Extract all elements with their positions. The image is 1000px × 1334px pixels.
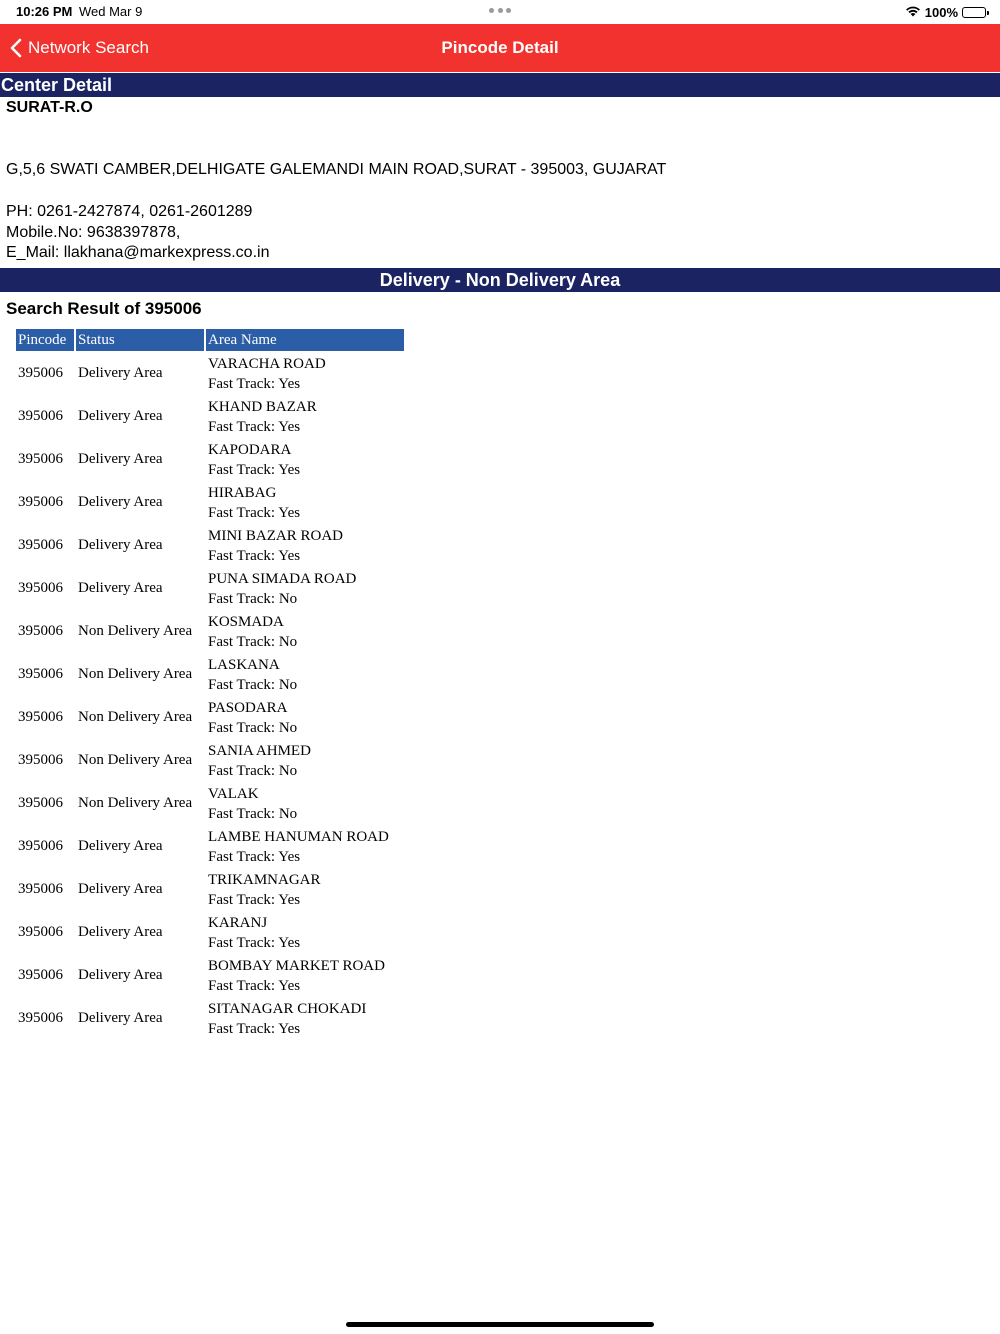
battery-percent: 100% <box>924 4 958 20</box>
battery-icon <box>962 7 986 18</box>
pincode-cell: 395006 <box>18 451 63 467</box>
column-header-status: Status <box>76 329 204 352</box>
page-title: Pincode Detail <box>441 38 559 57</box>
table-row <box>16 997 404 1040</box>
table-row <box>16 567 404 610</box>
status-cell: Delivery Area <box>78 451 163 467</box>
area-name: VALAK <box>208 785 259 802</box>
table-row <box>16 524 404 567</box>
status-cell: Non Delivery Area <box>78 752 193 768</box>
fast-track-label: Fast Track: Yes <box>208 461 301 478</box>
result-table <box>14 329 406 1040</box>
table-header-row <box>16 329 404 352</box>
delivery-area-header: Delivery - Non Delivery Area <box>0 268 1000 292</box>
area-cell <box>206 825 404 868</box>
area-name: TRIKAMNAGAR <box>208 871 321 888</box>
table-row <box>16 739 404 782</box>
table-row <box>16 825 404 868</box>
center-address: G,5,6 SWATI CAMBER,DELHIGATE GALEMANDI MAIN ROAD,SURAT - 395003, GUJARAT <box>6 161 667 178</box>
status-right <box>905 3 986 21</box>
center-email: E_Mail: llakhana@markexpress.co.in <box>6 244 270 261</box>
table-row <box>16 481 404 524</box>
area-cell <box>206 352 404 395</box>
area-cell <box>206 524 404 567</box>
pincode-cell: 395006 <box>18 623 63 639</box>
status-date: Wed Mar 9 <box>79 4 143 19</box>
status-cell: Delivery Area <box>78 881 163 897</box>
area-cell <box>206 696 404 739</box>
status-cell: Non Delivery Area <box>78 795 193 811</box>
table-row <box>16 352 404 395</box>
area-cell <box>206 997 404 1040</box>
area-name: HIRABAG <box>208 484 277 501</box>
nav-bar <box>0 24 1000 72</box>
status-cell: Delivery Area <box>78 924 163 940</box>
area-cell <box>206 868 404 911</box>
area-cell <box>206 395 404 438</box>
area-cell <box>206 782 404 825</box>
area-cell <box>206 653 404 696</box>
pincode-cell: 395006 <box>18 838 63 854</box>
status-cell: Non Delivery Area <box>78 709 193 725</box>
status-cell: Non Delivery Area <box>78 666 193 682</box>
status-cell: Delivery Area <box>78 1010 163 1026</box>
status-cell: Delivery Area <box>78 838 163 854</box>
area-name: KARANJ <box>208 914 268 931</box>
table-row <box>16 782 404 825</box>
center-name: SURAT-R.O <box>6 99 93 116</box>
area-name: SANIA AHMED <box>208 742 311 759</box>
area-cell <box>206 911 404 954</box>
fast-track-label: Fast Track: Yes <box>208 547 301 564</box>
chevron-left-icon <box>10 38 22 58</box>
pincode-cell: 395006 <box>18 752 63 768</box>
column-header-area-name: Area Name <box>206 329 404 352</box>
area-name: LASKANA <box>208 656 280 673</box>
area-name: MINI BAZAR ROAD <box>208 527 343 544</box>
pincode-cell: 395006 <box>18 580 63 596</box>
status-time: 10:26 PM <box>16 4 73 19</box>
back-button[interactable] <box>10 24 149 72</box>
area-cell <box>206 567 404 610</box>
pincode-cell: 395006 <box>18 1010 63 1026</box>
fast-track-label: Fast Track: Yes <box>208 977 301 994</box>
fast-track-label: Fast Track: Yes <box>208 375 301 392</box>
status-cell: Non Delivery Area <box>78 623 193 639</box>
center-detail-header: Center Detail <box>0 73 1000 97</box>
area-name: VARACHA ROAD <box>208 355 326 372</box>
area-cell <box>206 954 404 997</box>
fast-track-label: Fast Track: No <box>208 762 298 779</box>
fast-track-label: Fast Track: No <box>208 805 298 822</box>
area-cell <box>206 739 404 782</box>
table-row <box>16 868 404 911</box>
area-name: PUNA SIMADA ROAD <box>208 570 357 587</box>
fast-track-label: Fast Track: No <box>208 676 298 693</box>
fast-track-label: Fast Track: No <box>208 719 298 736</box>
table-row <box>16 395 404 438</box>
fast-track-label: Fast Track: Yes <box>208 848 301 865</box>
area-name: KOSMADA <box>208 613 284 630</box>
pincode-cell: 395006 <box>18 494 63 510</box>
table-row <box>16 696 404 739</box>
status-cell: Delivery Area <box>78 365 163 381</box>
fast-track-label: Fast Track: No <box>208 633 298 650</box>
home-indicator[interactable] <box>346 1322 654 1327</box>
fast-track-label: Fast Track: Yes <box>208 891 301 908</box>
status-cell: Delivery Area <box>78 537 163 553</box>
status-cell: Delivery Area <box>78 580 163 596</box>
pincode-cell: 395006 <box>18 967 63 983</box>
back-button-label: Network Search <box>28 38 149 57</box>
area-name: PASODARA <box>208 699 288 716</box>
table-row <box>16 653 404 696</box>
status-cell: Delivery Area <box>78 967 163 983</box>
fast-track-label: Fast Track: Yes <box>208 1020 301 1037</box>
pincode-cell: 395006 <box>18 795 63 811</box>
status-cell: Delivery Area <box>78 494 163 510</box>
pincode-cell: 395006 <box>18 537 63 553</box>
area-name: KHAND BAZAR <box>208 398 317 415</box>
pincode-cell: 395006 <box>18 365 63 381</box>
area-cell <box>206 481 404 524</box>
pincode-cell: 395006 <box>18 666 63 682</box>
area-name: LAMBE HANUMAN ROAD <box>208 828 389 845</box>
multitasking-dots-icon[interactable] <box>489 8 511 14</box>
status-bar <box>0 0 1000 24</box>
pincode-cell: 395006 <box>18 881 63 897</box>
table-row <box>16 911 404 954</box>
center-mobile: Mobile.No: 9638397878, <box>6 224 181 241</box>
area-cell <box>206 610 404 653</box>
area-name: BOMBAY MARKET ROAD <box>208 957 385 974</box>
center-phone: PH: 0261-2427874, 0261-2601289 <box>6 203 253 220</box>
area-name: SITANAGAR CHOKADI <box>208 1000 367 1017</box>
fast-track-label: Fast Track: Yes <box>208 504 301 521</box>
search-result-title: Search Result of 395006 <box>6 299 202 318</box>
fast-track-label: Fast Track: No <box>208 590 298 607</box>
pincode-cell: 395006 <box>18 709 63 725</box>
column-header-pincode: Pincode <box>16 329 74 352</box>
pincode-cell: 395006 <box>18 924 63 940</box>
area-name: KAPODARA <box>208 441 292 458</box>
status-cell: Delivery Area <box>78 408 163 424</box>
table-row <box>16 438 404 481</box>
fast-track-label: Fast Track: Yes <box>208 934 301 951</box>
pincode-cell: 395006 <box>18 408 63 424</box>
wifi-icon <box>905 5 921 20</box>
table-row <box>16 954 404 997</box>
area-cell <box>206 438 404 481</box>
table-row <box>16 610 404 653</box>
fast-track-label: Fast Track: Yes <box>208 418 301 435</box>
